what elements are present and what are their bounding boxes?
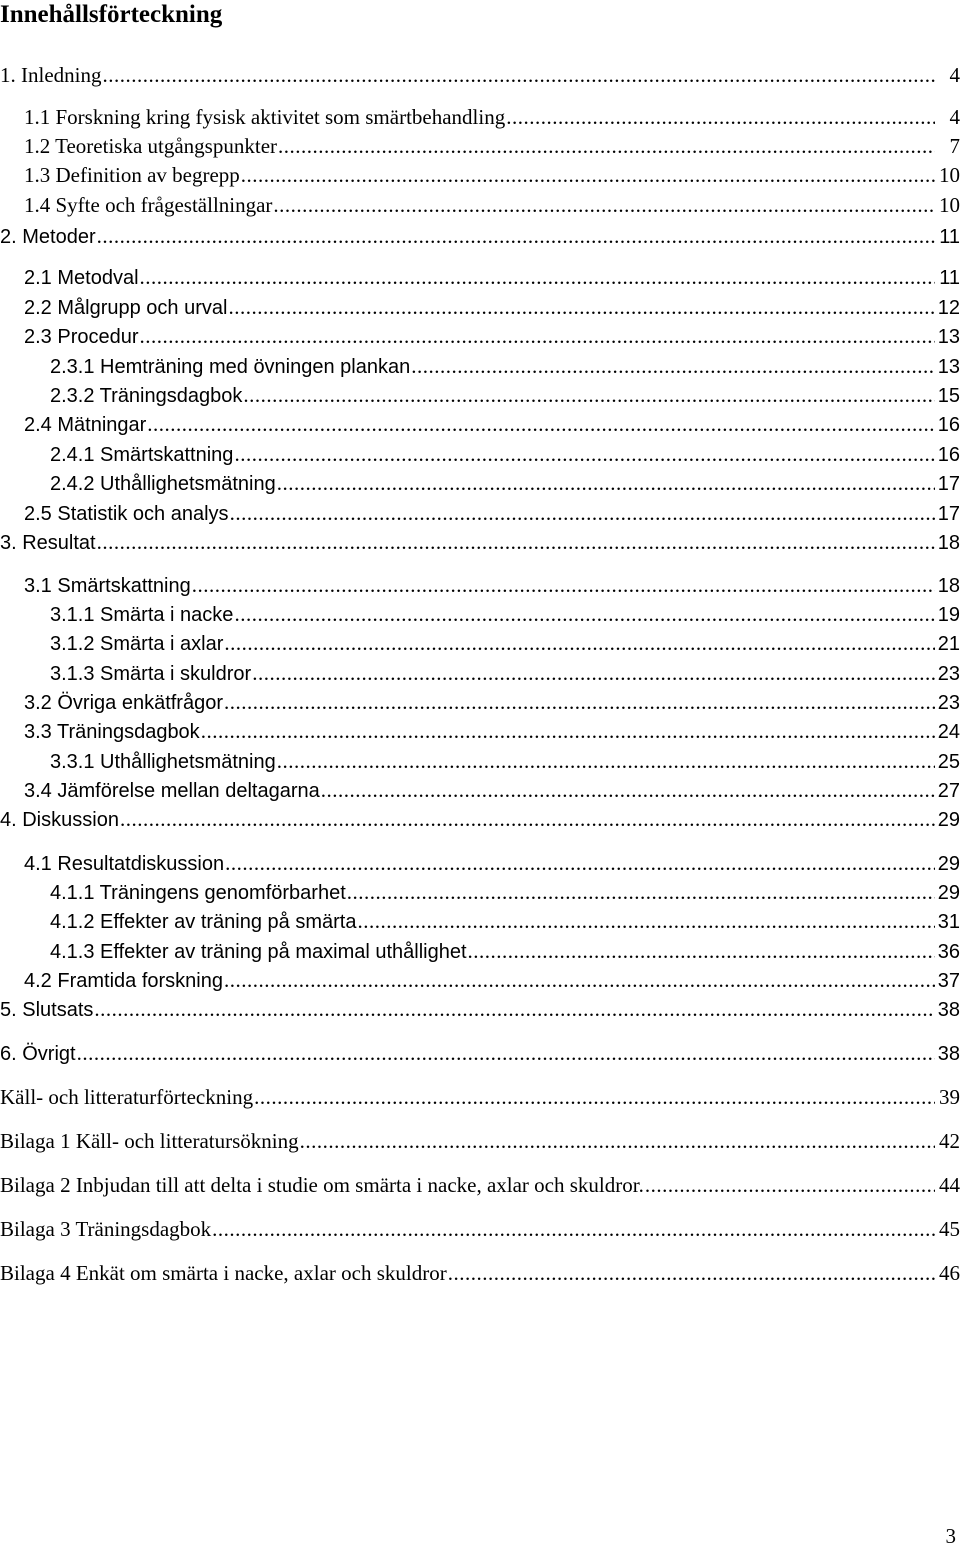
toc-entry[interactable] xyxy=(0,441,960,467)
dot-leader xyxy=(411,353,935,379)
toc-entry[interactable] xyxy=(0,162,960,188)
dot-leader xyxy=(224,689,935,715)
toc-entry-label: 1.1 Forskning kring fysisk aktivitet som smärtbehandling xyxy=(24,105,506,129)
dot-leader xyxy=(241,162,935,188)
toc-entry-label: 3.1 Smärtskattning xyxy=(24,575,191,597)
toc-entry-label: 4.1.3 Effekter av träning på maximal uthållighet xyxy=(50,941,467,963)
dot-leader xyxy=(230,500,935,526)
toc-entry[interactable] xyxy=(0,353,960,379)
toc-entry-label: 3. Resultat xyxy=(0,532,96,554)
toc-entry-label: Bilaga 2 Inbjudan till att delta i studie om smärta i nacke, axlar och skuldror. xyxy=(0,1173,644,1197)
toc-entry-label: 3.3 Träningsdagbok xyxy=(24,721,200,743)
toc-entry-page: 12 xyxy=(937,297,960,319)
toc-entry[interactable] xyxy=(0,1172,960,1198)
toc-entry[interactable] xyxy=(0,908,960,934)
toc-entry[interactable] xyxy=(0,1084,960,1110)
dot-leader xyxy=(140,264,935,290)
toc-entry-page: 37 xyxy=(937,970,960,992)
toc-entry-page: 17 xyxy=(937,503,960,525)
toc-entry-label: 2.5 Statistik och analys xyxy=(24,503,229,525)
dot-leader xyxy=(347,879,935,905)
toc-entry-page: 29 xyxy=(937,853,960,875)
dot-leader xyxy=(448,1260,935,1286)
toc-entry[interactable] xyxy=(0,192,960,218)
toc-entry[interactable] xyxy=(0,967,960,993)
dot-leader xyxy=(234,441,935,467)
toc-entry-label: 6. Övrigt xyxy=(0,1043,76,1065)
toc-entry[interactable] xyxy=(0,133,960,159)
toc-entry-page: 27 xyxy=(937,780,960,802)
toc-entry[interactable] xyxy=(0,748,960,774)
toc-entry[interactable] xyxy=(0,572,960,598)
toc-entry[interactable] xyxy=(0,323,960,349)
toc-entry-page: 31 xyxy=(937,911,960,933)
toc-entry[interactable] xyxy=(0,777,960,803)
toc-entry-page: 29 xyxy=(937,809,960,831)
toc-heading: Innehållsförteckning xyxy=(0,1,223,28)
toc-entry-page: 18 xyxy=(937,532,960,554)
toc-entry-page: 29 xyxy=(937,882,960,904)
toc-entry[interactable] xyxy=(0,104,960,130)
toc-entry-page: 18 xyxy=(937,575,960,597)
dot-leader xyxy=(97,529,935,555)
dot-leader xyxy=(225,850,935,876)
dot-leader xyxy=(254,1084,935,1110)
toc-entry-label: 2.4 Mätningar xyxy=(24,414,147,436)
toc-entry[interactable] xyxy=(0,500,960,526)
toc-entry[interactable] xyxy=(0,601,960,627)
toc-entry-page: 24 xyxy=(937,721,960,743)
toc-entry-label: 4.1 Resultatdiskussion xyxy=(24,853,225,875)
dot-leader xyxy=(102,62,935,88)
toc-entry[interactable] xyxy=(0,938,960,964)
toc-entry-page: 10 xyxy=(939,193,960,217)
toc-entry-label: 3.3.1 Uthållighetsmätning xyxy=(50,751,276,773)
toc-entry-page: 46 xyxy=(939,1261,960,1285)
dot-leader xyxy=(234,601,935,627)
toc-entry-label: 3.1.2 Smärta i axlar xyxy=(50,633,224,655)
dot-leader xyxy=(300,1128,935,1154)
toc-entry[interactable] xyxy=(0,411,960,437)
toc-entry-page: 36 xyxy=(937,941,960,963)
toc-entry-page: 17 xyxy=(937,473,960,495)
toc-entry-page: 7 xyxy=(949,134,960,158)
toc-entry[interactable] xyxy=(0,223,960,249)
dot-leader xyxy=(278,133,935,159)
toc-entry-page: 45 xyxy=(939,1217,960,1241)
dot-leader xyxy=(243,382,935,408)
toc-entry[interactable] xyxy=(0,660,960,686)
toc-entry-label: 1.2 Teoretiska utgångspunkter xyxy=(24,134,278,158)
toc-entry-page: 38 xyxy=(937,999,960,1021)
toc-entry[interactable] xyxy=(0,1260,960,1286)
toc-entry[interactable] xyxy=(0,62,960,88)
toc-entry-label: Bilaga 3 Träningsdagbok xyxy=(0,1217,212,1241)
dot-leader xyxy=(147,411,935,437)
toc-entry-label: 1.3 Definition av begrepp xyxy=(24,163,240,187)
toc-entry-page: 13 xyxy=(937,356,960,378)
dot-leader xyxy=(224,967,935,993)
toc-entry-label: 2.3.1 Hemträning med övningen plankan xyxy=(50,356,411,378)
toc-entry-page: 38 xyxy=(937,1043,960,1065)
dot-leader xyxy=(224,630,935,656)
dot-leader xyxy=(192,572,935,598)
dot-leader xyxy=(273,192,935,218)
dot-leader xyxy=(77,1040,935,1066)
toc-entry-page: 13 xyxy=(937,326,960,348)
toc-entry[interactable] xyxy=(0,996,960,1022)
toc-entry-label: Bilaga 1 Käll- och litteratursökning xyxy=(0,1129,299,1153)
dot-leader xyxy=(97,223,935,249)
toc-entry-page: 21 xyxy=(937,633,960,655)
toc-entry-label: 3.1.1 Smärta i nacke xyxy=(50,604,234,626)
toc-entry-label: 2.3.2 Träningsdagbok xyxy=(50,385,243,407)
toc-entry-label: 1. Inledning xyxy=(0,63,102,87)
toc-entry-label: 3.4 Jämförelse mellan deltagarna xyxy=(24,780,320,802)
toc-entry-page: 25 xyxy=(937,751,960,773)
dot-leader xyxy=(120,806,935,832)
toc-entry[interactable] xyxy=(0,294,960,320)
dot-leader xyxy=(321,777,935,803)
toc-entry-page: 11 xyxy=(939,226,960,248)
dot-leader xyxy=(94,996,935,1022)
toc-entry-page: 39 xyxy=(939,1085,960,1109)
toc-entry-label: 2.3 Procedur xyxy=(24,326,139,348)
toc-entry[interactable] xyxy=(0,630,960,656)
toc-entry[interactable] xyxy=(0,1040,960,1066)
toc-entry-label: 4.2 Framtida forskning xyxy=(24,970,223,992)
dot-leader xyxy=(468,938,935,964)
toc-entry-label: 1.4 Syfte och frågeställningar xyxy=(24,193,273,217)
toc-entry-label: Käll- och litteraturförteckning xyxy=(0,1085,254,1109)
dot-leader xyxy=(277,470,935,496)
toc-entry-label: 3.2 Övriga enkätfrågor xyxy=(24,692,223,714)
toc-entry-page: 23 xyxy=(937,692,960,714)
toc-entry-label: 2. Metoder xyxy=(0,226,96,248)
toc-entry-label: 4.1.1 Träningens genomförbarhet xyxy=(50,882,346,904)
toc-entry-label: 4.1.2 Effekter av träning på smärta xyxy=(50,911,357,933)
toc-entry-page: 4 xyxy=(949,105,960,129)
toc-entry-page: 15 xyxy=(937,385,960,407)
toc-entry[interactable] xyxy=(0,529,960,555)
toc-entry-page: 23 xyxy=(937,663,960,685)
toc-entry-label: 5. Slutsats xyxy=(0,999,94,1021)
toc-entry-page: 16 xyxy=(937,444,960,466)
toc-entry[interactable] xyxy=(0,689,960,715)
toc-entry-label: 4. Diskussion xyxy=(0,809,119,831)
toc-entry-page: 44 xyxy=(939,1173,960,1197)
toc-entry-label: 2.4.2 Uthållighetsmätning xyxy=(50,473,276,495)
toc-entry[interactable] xyxy=(0,1216,960,1242)
toc-entry[interactable] xyxy=(0,806,960,832)
toc-entry[interactable] xyxy=(0,264,960,290)
toc-entry[interactable] xyxy=(0,470,960,496)
toc-entry-page: 4 xyxy=(949,63,960,87)
toc-entry-page: 42 xyxy=(939,1129,960,1153)
dot-leader xyxy=(506,104,935,130)
toc-entry-label: 2.4.1 Smärtskattning xyxy=(50,444,234,466)
toc-entry-label: 3.1.3 Smärta i skuldror xyxy=(50,663,252,685)
dot-leader xyxy=(140,323,935,349)
toc-entry-page: 11 xyxy=(939,267,960,289)
toc-entry[interactable] xyxy=(0,1128,960,1154)
page-number: 3 xyxy=(945,1524,956,1548)
toc-entry-page: 19 xyxy=(937,604,960,626)
dot-leader xyxy=(228,294,935,320)
toc-entry[interactable] xyxy=(0,879,960,905)
toc-entry-label: Bilaga 4 Enkät om smärta i nacke, axlar och skuldror xyxy=(0,1261,447,1285)
dot-leader xyxy=(357,908,935,934)
dot-leader xyxy=(212,1216,935,1242)
dot-leader xyxy=(645,1172,935,1198)
toc-entry-label: 2.2 Målgrupp och urval xyxy=(24,297,228,319)
toc-entry-label: 2.1 Metodval xyxy=(24,267,139,289)
dot-leader xyxy=(201,718,935,744)
toc-entry[interactable] xyxy=(0,850,960,876)
dot-leader xyxy=(252,660,935,686)
dot-leader xyxy=(277,748,935,774)
toc-entry[interactable] xyxy=(0,382,960,408)
toc-entry-page: 10 xyxy=(939,163,960,187)
toc-entry[interactable] xyxy=(0,718,960,744)
toc-entry-page: 16 xyxy=(937,414,960,436)
